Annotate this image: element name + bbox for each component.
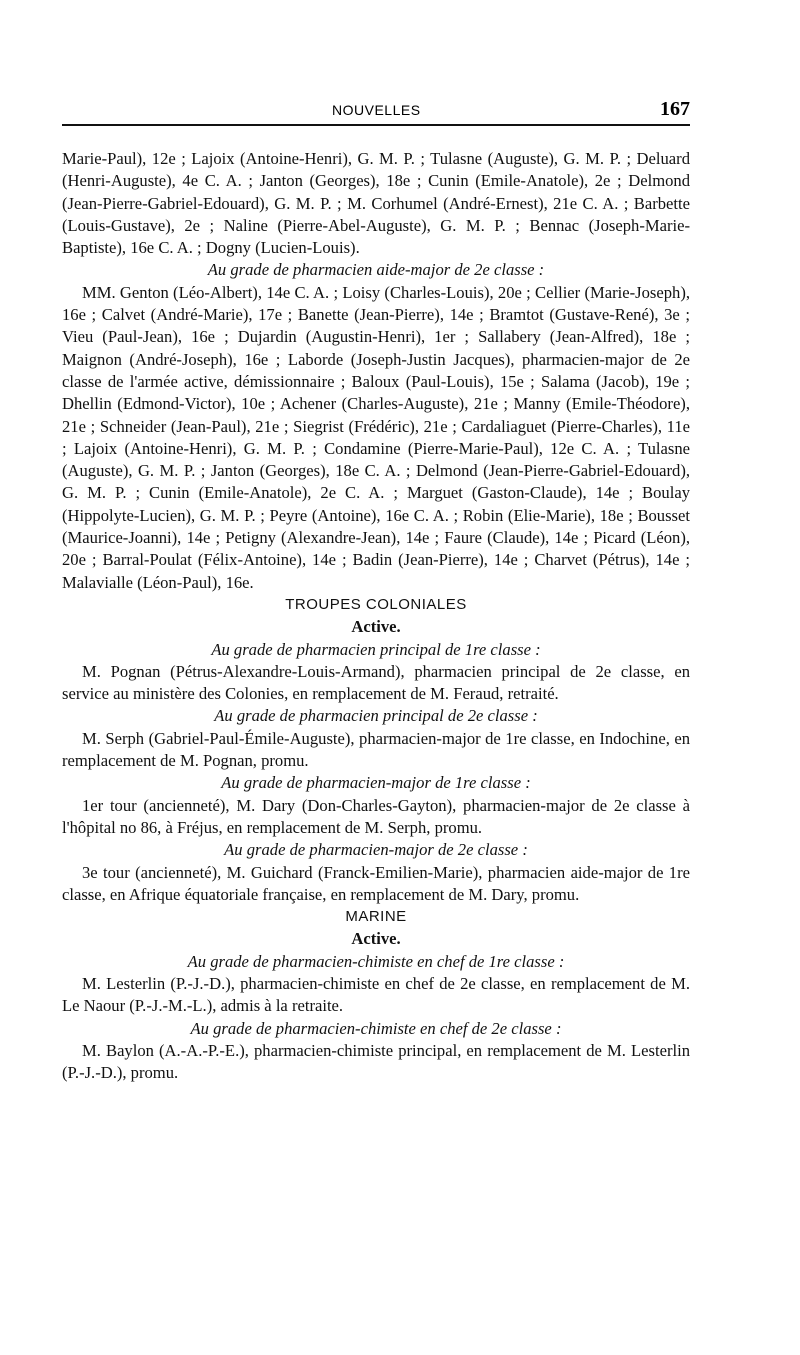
paragraph: MM. Genton (Léo-Albert), 14e C. A. ; Loisy (Charles-Louis), 20e ; Cellier (Marie-Joseph), 16e ; Calvet (André-Marie), 17e ; Banette (Jean-Pierre), 14e ; Bramtot (Gustave-René), 3e ; Vieu (Paul-Jean), 16e ; Dujardin (Augustin-Henri), 1er ; Sallabery (Jean-Alfred), 18e ; Maignon (André-Joseph), 16e ; Laborde (Joseph-Justin Jacques), pharmacien-major de 2e classe de l'armée active, démissionnaire ; Baloux (Paul-Louis), 15e ; Salama (Jacob), 19e ; Dhellin (Edmond-Victor), 10e ; Achener (Charles-Auguste), 21e ; Manny (Emile-Théodore), 21e ; Schneider (Jean-Paul), 21e ; Siegrist (Frédéric), 21e ; Cardaliaguet (Pierre-Charles), 11e ; Lajoix (Antoine-Henri), G. M. P. ; Condamine (Pierre-Marie-Paul), 12e C. A. ; Tulasne (Auguste), G. M. P. ; Janton (Georges), 18e C. A. ; Delmond (Jean-Pierre-Gabriel-Edouard), G. M. P. ; Cunin (Emile-Anatole), 2e C. A. ; Marguet (Gaston-Claude), 14e ; Boulay (Hippolyte-Lucien), G. M. P. ; Peyre (Antoine), 16e C. A. ; Robin (Elie-Marie), 18e ; Bousset (Maurice-Joanni), 14e ; Petigny (Alexandre-Jean), 14e ; Faure (Claude), 14e ; Picard (Léon), 20e ; Barral-Poulat (Félix-Antoine), 14e ; Badin (Jean-Pierre), 14e ; Charvet (Pétrus), 14e ; Malavialle (Léon-Paul), 16e. — [62, 282, 690, 592]
paragraph: M. Lesterlin (P.-J.-D.), pharmacien-chimiste en chef de 2e classe, en remplacement de M. Le Naour (P.-J.-M.-L.), admis à la retraite. — [62, 973, 690, 1016]
subsection-heading: Active. — [351, 617, 401, 637]
grade-heading: Au grade de pharmacien-chimiste en chef de 1re classe : — [187, 951, 565, 971]
section-heading: MARINE — [345, 908, 407, 926]
running-head — [62, 98, 690, 126]
paragraph: 1er tour (ancienneté), M. Dary (Don-Charles-Gayton), pharmacien-major de 2e classe à l'hôpital no 86, à Fréjus, en remplacement de M. Serph, promu. — [62, 795, 690, 837]
page-body — [62, 148, 690, 1084]
grade-heading: Au grade de pharmacien-chimiste en chef de 2e classe : — [190, 1018, 562, 1038]
paragraph: 3e tour (ancienneté), M. Guichard (Franck-Emilien-Marie), pharmacien aide-major de 1re classe, en Afrique équatoriale française, en remplacement de M. Dary, promu. — [62, 862, 690, 904]
grade-heading: Au grade de pharmacien-major de 1re classe : — [221, 773, 531, 793]
running-head-title: NOUVELLES — [332, 102, 421, 118]
paragraph: M. Baylon (A.-A.-P.-E.), pharmacien-chimiste principal, en remplacement de M. Lesterlin (P.-J.-D.), promu. — [62, 1040, 690, 1083]
grade-heading: Au grade de pharmacien-major de 2e classe : — [224, 840, 528, 860]
page-number: 167 — [660, 98, 690, 120]
subsection-heading: Active. — [351, 929, 401, 949]
paragraph: M. Pognan (Pétrus-Alexandre-Louis-Armand), pharmacien principal de 2e classe, en service au ministère des Colonies, en remplacement de M. Feraud, retraité. — [62, 661, 690, 704]
grade-heading: Au grade de pharmacien aide-major de 2e classe : — [207, 260, 545, 280]
paragraph: Marie-Paul), 12e ; Lajoix (Antoine-Henri), G. M. P. ; Tulasne (Auguste), G. M. P. ; Deluard (Henri-Auguste), 4e C. A. ; Janton (Georges), 18e ; Cunin (Emile-Anatole), 2e ; Delmond (Jean-Pierre-Gabriel-Edouard), G. M. P. ; M. Corhumel (André-Ernest), 21e C. A. ; Barbette (Louis-Gustave), 2e ; Naline (Pierre-Abel-Auguste), G. M. P. ; Bennac (Joseph-Marie-Baptiste), 16e C. A. ; Dogny (Lucien-Louis). — [62, 149, 690, 258]
paragraph: M. Serph (Gabriel-Paul-Émile-Auguste), pharmacien-major de 1re classe, en Indochine, en remplacement de M. Pognan, promu. — [62, 728, 690, 771]
grade-heading: Au grade de pharmacien principal de 2e classe : — [214, 706, 538, 726]
grade-heading: Au grade de pharmacien principal de 1re classe : — [211, 639, 541, 659]
section-heading: TROUPES COLONIALES — [285, 595, 467, 613]
